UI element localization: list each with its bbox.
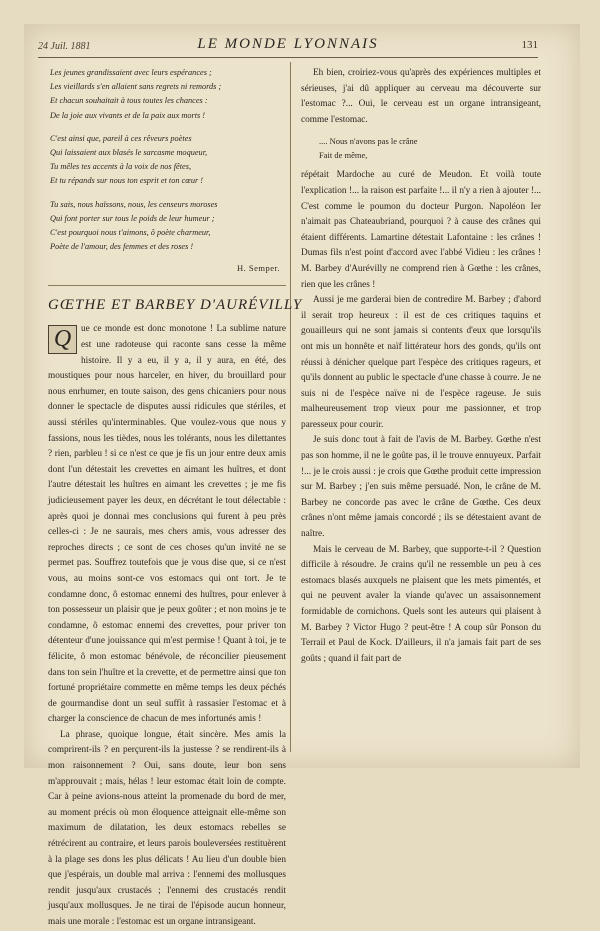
poem-line: Les jeunes grandissaient avec leurs espérances ;: [50, 68, 212, 77]
article-paragraph: La phrase, quoique longue, était sincère. Mes amis la comprirent-ils ? en perçurent-ils la justesse ? se rendirent-ils à mon raisonnement ? Oui, sans doute, leur bon sens m'approuvait ; mais, hélas ! leur estomac était loin de compte. Car à peine avions-nous atteint la promenade du bord de mer, au moment précis où mon éloquence atteignait elle-même son maximum de dilatation, les deux estomacs rebelles se rétrécirent au contraire, et leurs parois bouleversées restituèrent à la plage ses dons les plus délicats ! Au lieu d'un double bien que j'espérais, un double mal arriva : l'ennemi des mollusques rendit jusqu'aux crustacés ; l'ennemi des crustacés rendit jusqu'aux mollusques. Je ne tirai de l'épisode aucun honneur, mais une morale : l'estomac est un organe intransigeant.: [48, 729, 286, 927]
poem-line: Poète de l'amour, des femmes et des roses !: [50, 242, 194, 252]
poem-line: Tu sais, nous haïssons, nous, les censeurs moroses: [50, 199, 218, 209]
right-column: [301, 66, 541, 667]
article-body-right: [301, 66, 541, 667]
poem-line: Tu mêles tes accents à la voix de nos fêtes,: [50, 162, 192, 172]
drop-cap-letter: Q: [48, 325, 77, 354]
article-paragraph: Aussi je me garderai bien de contredire M. Barbey ; d'abord il serait trop heureux : il est de ces critiques taquins et gouailleurs qui ne sont jamais si contents d'eux que lorsqu'ils ont mis un honnête et naïf littérateur hors des gonds, qu'ils ont réussi à dénicher quelque part l'espèce des critiques rageurs, et qu'ils donnent au public le spectacle d'une chasse à courre. Je ne suis ni de l'espèce naïve ni de l'espèce rageuse. Je suis malheureusement trop vieux pour me passionner, et trop paresseux pour courir.: [301, 295, 541, 430]
article-paragraph: répétait Mardoche au curé de Meudon. Et voilà toute l'explication !... la raison est parfaite !... il n'y a rien à ajouter !... C'est comme le poumon du docteur Purgon. Napoléon Ier n'aimait pas Chateaubriand, pourquoi ? à cause des crânes qui étaient différents. Lamartine détestait Lafontaine : les crânes ! Dumas fils n'est point d'accord avec l'abbé Vidieu : les crânes ! M. Barbey d'Aurévilly ne comprend rien à Gœthe : les crânes, rien que les crânes !: [301, 170, 541, 290]
verse-quote: [301, 134, 541, 162]
article-paragraph: Eh bien, croiriez-vous qu'après des expériences multiples et sérieuses, j'ai dû appliquer au cerveau ma découverte sur l'estomac ?... Oui, le cerveau est un organe intransigeant, comme l'estomac.: [301, 68, 541, 125]
poem-stanza: [50, 66, 286, 123]
poem-line: Qui laissaient aux blasés le sarcasme moqueur,: [50, 148, 208, 158]
poem: [48, 66, 286, 254]
issue-date: 24 Juil. 1881: [38, 41, 91, 52]
column-divider: [290, 62, 291, 752]
article-body-left: [48, 322, 286, 930]
quote-line: Fait de même,: [319, 150, 368, 161]
left-column: [48, 66, 303, 931]
poem-line: Et tu répands sur nous ton esprit et ton cœur !: [50, 176, 204, 186]
quote-line: .... Nous n'avons pas le crâne: [319, 136, 418, 147]
poem-line: Les vieillards s'en allaient sans regrets ni remords ;: [50, 82, 222, 92]
poem-line: C'est ainsi que, pareil à ces rêveurs poètes: [50, 133, 192, 143]
poem-line: Qui font porter sur tous le poids de leur humeur ;: [50, 213, 215, 223]
article-paragraph: Je suis donc tout à fait de l'avis de M. Barbey. Gœthe n'est pas son homme, il ne le goûte pas, il le trouve ennuyeux. Parfait !... je le crois aussi : je crois que Gœthe produit cette impression sur M. Barbey ; j'en suis même persuadé. Non, le crâne de M. Barbey ne concorde pas avec le crâne de Gœthe. Ces deux crânes n'ont même jamais concordé ; ils se détestaient avant de naître.: [301, 435, 541, 540]
poem-signature: H. Semper.: [236, 263, 280, 274]
poem-line: Et chacun souhaitait à tous toutes les chances :: [50, 96, 208, 106]
article-title: GŒTHE ET BARBEY D'AURÉVILLY: [48, 297, 303, 314]
poem-line: De la joie aux vivants et de la paix aux morts !: [50, 110, 206, 120]
header-rule: [38, 57, 538, 58]
section-separator: [48, 285, 286, 286]
article-paragraph: [48, 322, 286, 727]
journal-title: LE MONDE LYONNAIS: [197, 36, 379, 52]
article-paragraph: Mais le cerveau de M. Barbey, que supporte-t-il ? Question difficile à résoudre. Je crains qu'il ne ressemble un peu à ces estomacs blasés auxquels ne plaisent que les mets pimentés, et qui ne peuvent avaler la viande qu'avec un assaisonnement formidable de cornichons. Quels sont les auteurs qui plaisent à M. Barbey ? Victor Hugo ? peut-être ! A coup sûr Ponson du Terrail et Paul de Kock. D'ailleurs, il n'a jamais fait part de ses goûts ; quand il fait part de: [301, 544, 541, 664]
poem-line: C'est pourquoi nous t'aimons, ô poète charmeur,: [50, 228, 211, 238]
page-header: [38, 34, 538, 56]
page-number: 131: [521, 39, 538, 51]
paragraph-text: ue ce monde est donc monotone ! La sublime nature est une radoteuse qui raconte sans cesse la même histoire. Il y a eu, il y a, il y aura, en été, des moustiques pour nous harceler, en hiver, du brouillard pour nous enrhumer, en toute saison, des gens chicaniers pour nous donner le spectacle de disputes aussi ridicules que stériles, et aussi stériles qu'interminables. Que voulez-vous que nous y fassions, nous les tièdes, nous les tolérants, nous les dilettantes ? rien, parbleu ! si ce n'est ce que je fis un jour entre deux amis dont l'un détestait les crevettes en aimant les huîtres, et dont l'autre détestait les huîtres en aimant les crevettes ; je me fis judicieusement payer les deux, en décrétant le tout délectable : après quoi je donnai mes conclusions qui furent à peu près celles-ci : Je ne saurais, mes chers amis, vous adresser des reproches directs ; ce sont de ces choses qu'un invité ne se permet pas. Souffrez toutefois que je vous dise que, si ce n'est vous, au moins sont-ce vos estomacs qui ont tort. Je te condamne donc, ô estomac ennemi des huîtres, pour enlever à ton possesseur un plaisir que je peux goûter ; et non moins je te condamne, ô estomac ennemi des crevettes, pour priver ton détenteur d'une jouissance qui m'est permise ! Quant à toi, je te félicite, ô mon estomac bénévole, de réconcilier pieusement dans ton sein l'huître et la crevette, et de permettre ainsi que ton fortuné propriétaire commette en même temps les deux péchés de gourmandise dont un seul suffit à rassasier l'estomac et à charger la conscience de chacun de mes infortunés amis !: [48, 324, 286, 725]
poem-stanza: [50, 198, 286, 255]
poem-stanza: [50, 132, 286, 189]
